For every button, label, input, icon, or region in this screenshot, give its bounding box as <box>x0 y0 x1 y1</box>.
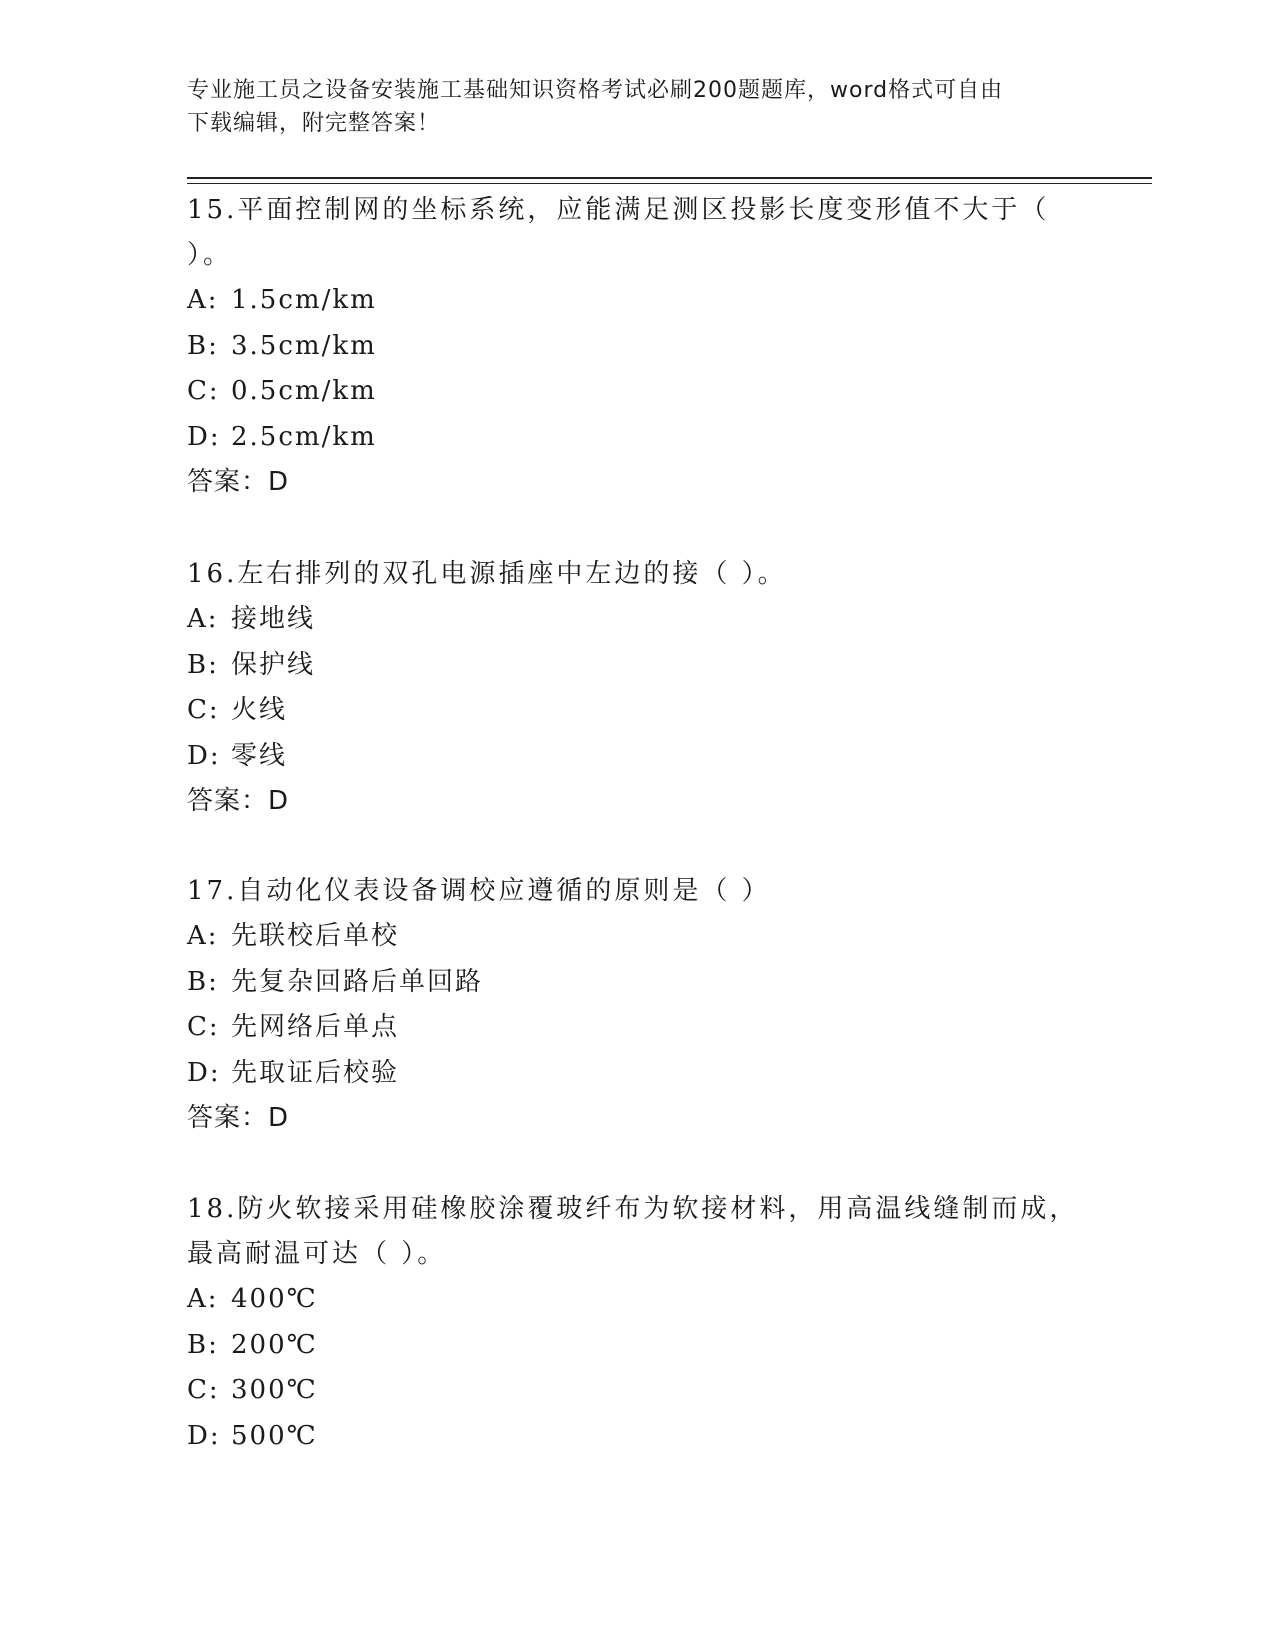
option-b <box>187 960 1087 1006</box>
option-letter: C: <box>187 1375 220 1405</box>
option-letter: D: <box>187 421 221 452</box>
header-divider-thick <box>187 177 1152 179</box>
option-letter: C: <box>187 1012 220 1042</box>
option-text: 先取证后校验 <box>231 1057 400 1088</box>
question-stem-line: 16.左右排列的双孔电源插座中左边的接（ ）。 <box>187 559 787 589</box>
option-text: 接地线 <box>231 604 316 634</box>
option-text: 0.5cm/km <box>231 376 377 406</box>
question-stem-line: 18.防火软接采用硅橡胶涂覆玻纤布为软接材料，用高温线缝制而成， <box>187 1194 1079 1224</box>
option-c <box>187 1368 1087 1414</box>
option-letter: D: <box>187 1057 221 1088</box>
option-d <box>187 734 1087 780</box>
question-stem <box>187 1187 1087 1277</box>
option-text: 2.5cm/km <box>231 421 377 452</box>
question-18 <box>187 1187 1087 1459</box>
option-c <box>187 369 1087 415</box>
option-c <box>187 1005 1087 1051</box>
option-a <box>187 278 1087 324</box>
option-letter: D: <box>187 740 221 771</box>
option-text: 3.5cm/km <box>231 330 377 361</box>
question-stem <box>187 552 1087 597</box>
answer-line: 答案：D <box>187 1103 290 1133</box>
option-letter: B: <box>187 649 219 680</box>
option-letter: D: <box>187 1420 221 1451</box>
option-text: 先网络后单点 <box>231 1012 400 1042</box>
option-text: 零线 <box>231 740 288 771</box>
option-d <box>187 415 1087 461</box>
option-text: 200℃ <box>231 1329 318 1360</box>
question-stem-line: ）。 <box>187 240 233 270</box>
question-stem-line: 15.平面控制网的坐标系统，应能满足测区投影长度变形值不大于（ <box>187 195 1050 225</box>
option-b <box>187 643 1087 689</box>
header-line-1: 专业施工员之设备安装施工基础知识资格考试必刷200题题库，word格式可自由 <box>187 78 1004 103</box>
option-text: 先联校后单校 <box>231 921 400 951</box>
option-letter: B: <box>187 1329 219 1360</box>
question-15 <box>187 188 1087 505</box>
option-c <box>187 688 1087 734</box>
question-stem-line: 17.自动化仪表设备调校应遵循的原则是（ ） <box>187 876 771 906</box>
option-letter: A: <box>187 1284 219 1314</box>
option-a <box>187 597 1087 643</box>
option-letter: A: <box>187 285 219 315</box>
option-letter: C: <box>187 695 220 725</box>
option-letter: B: <box>187 330 219 361</box>
header-divider-thin <box>187 183 1152 184</box>
option-text: 1.5cm/km <box>231 285 377 315</box>
option-text: 保护线 <box>231 649 316 680</box>
question-17 <box>187 869 1087 1141</box>
answer-line: 答案：D <box>187 467 290 497</box>
header-line-2: 下载编辑，附完整答案！ <box>187 111 441 136</box>
answer-line: 答案：D <box>187 786 290 816</box>
option-text: 400℃ <box>231 1284 318 1314</box>
option-b <box>187 324 1087 370</box>
question-stem-line: 最高耐温可达（ ）。 <box>187 1239 447 1269</box>
option-text: 先复杂回路后单回路 <box>231 966 484 997</box>
option-a <box>187 914 1087 960</box>
option-text: 火线 <box>231 695 288 725</box>
question-stem <box>187 188 1087 278</box>
question-16 <box>187 552 1087 824</box>
option-d <box>187 1414 1087 1460</box>
option-letter: C: <box>187 376 220 406</box>
option-letter: A: <box>187 921 219 951</box>
option-text: 300℃ <box>231 1375 318 1405</box>
option-a <box>187 1277 1087 1323</box>
option-b <box>187 1323 1087 1369</box>
option-text: 500℃ <box>231 1420 318 1451</box>
document-header <box>187 74 1087 140</box>
option-letter: A: <box>187 604 219 634</box>
option-d <box>187 1051 1087 1097</box>
option-letter: B: <box>187 966 219 997</box>
question-stem <box>187 869 1087 914</box>
